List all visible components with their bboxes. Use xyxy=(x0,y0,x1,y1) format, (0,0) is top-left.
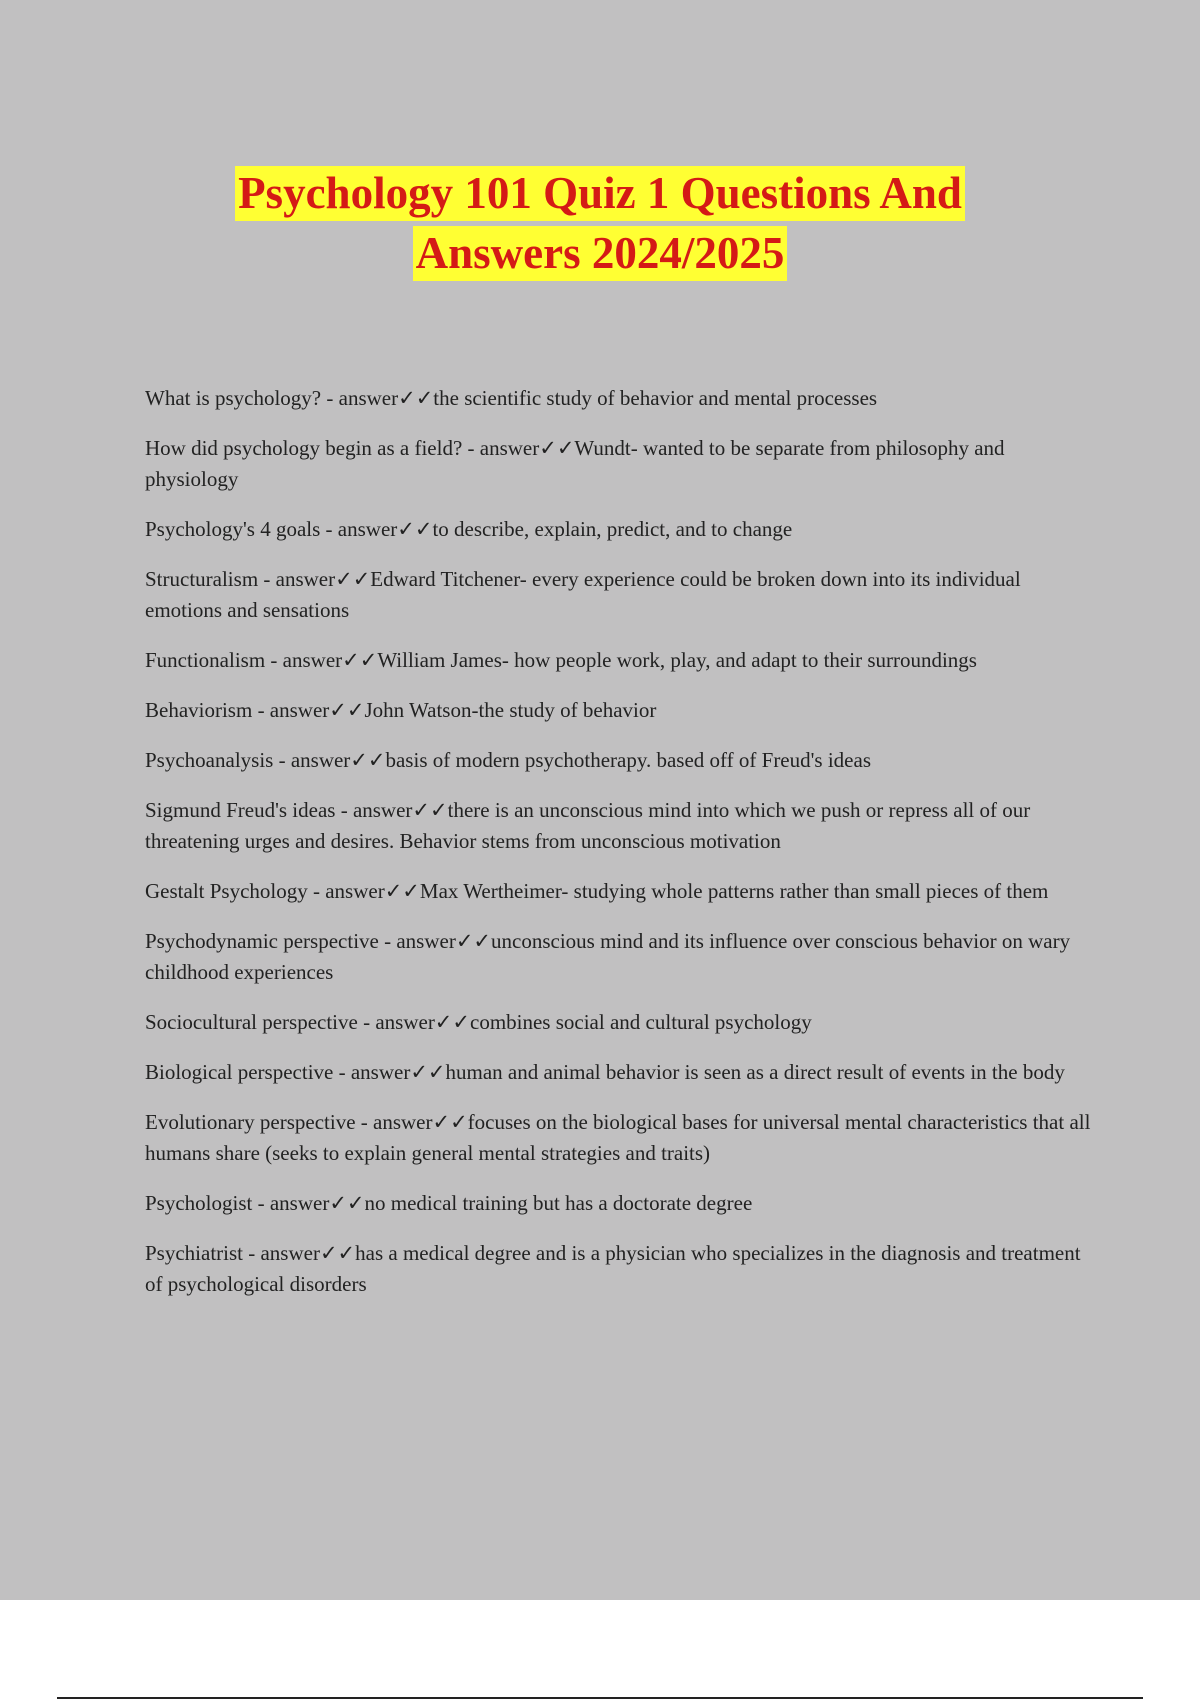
qa-item: Psychiatrist - answer✓✓has a medical degree and is a physician who specializes in the diagnosis and treatment of psychological disorders xyxy=(145,1241,1081,1296)
title-line-1: Psychology 101 Quiz 1 Questions And xyxy=(235,166,965,221)
qa-item: Evolutionary perspective - answer✓✓focuses on the biological bases for universal mental characteristics that all humans share (seeks to explain general mental strategies and traits) xyxy=(145,1110,1091,1165)
title-line-2: Answers 2024/2025 xyxy=(413,226,788,281)
qa-item: Psychoanalysis - answer✓✓basis of modern psychotherapy. based off of Freud's ideas xyxy=(145,748,871,772)
qa-item: How did psychology begin as a field? - answer✓✓Wundt- wanted to be separate from philosophy and physiology xyxy=(145,436,1005,491)
qa-item: Psychodynamic perspective - answer✓✓unconscious mind and its influence over conscious behavior on wary childhood experiences xyxy=(145,929,1071,984)
qa-item: Sigmund Freud's ideas - answer✓✓there is an unconscious mind into which we push or repress all of our threatening urges and desires. Behavior stems from unconscious motivation xyxy=(145,798,1031,853)
page-title xyxy=(0,166,1200,286)
bottom-divider xyxy=(57,1697,1143,1699)
qa-item: Psychology's 4 goals - answer✓✓to describe, explain, predict, and to change xyxy=(145,517,793,541)
qa-item: Structuralism - answer✓✓Edward Titchener- every experience could be broken down into its individual emotions and sensations xyxy=(145,567,1021,622)
qa-item: What is psychology? - answer✓✓the scientific study of behavior and mental processes xyxy=(145,386,878,410)
qa-list xyxy=(145,383,1095,1319)
qa-item: Behaviorism - answer✓✓John Watson-the study of behavior xyxy=(145,698,657,722)
qa-item: Sociocultural perspective - answer✓✓combines social and cultural psychology xyxy=(145,1010,812,1034)
qa-item: Psychologist - answer✓✓no medical training but has a doctorate degree xyxy=(145,1191,753,1215)
qa-item: Functionalism - answer✓✓William James- how people work, play, and adapt to their surroundings xyxy=(145,648,977,672)
qa-item: Biological perspective - answer✓✓human and animal behavior is seen as a direct result of events in the body xyxy=(145,1060,1065,1084)
qa-item: Gestalt Psychology - answer✓✓Max Wertheimer- studying whole patterns rather than small pieces of them xyxy=(145,879,1049,903)
